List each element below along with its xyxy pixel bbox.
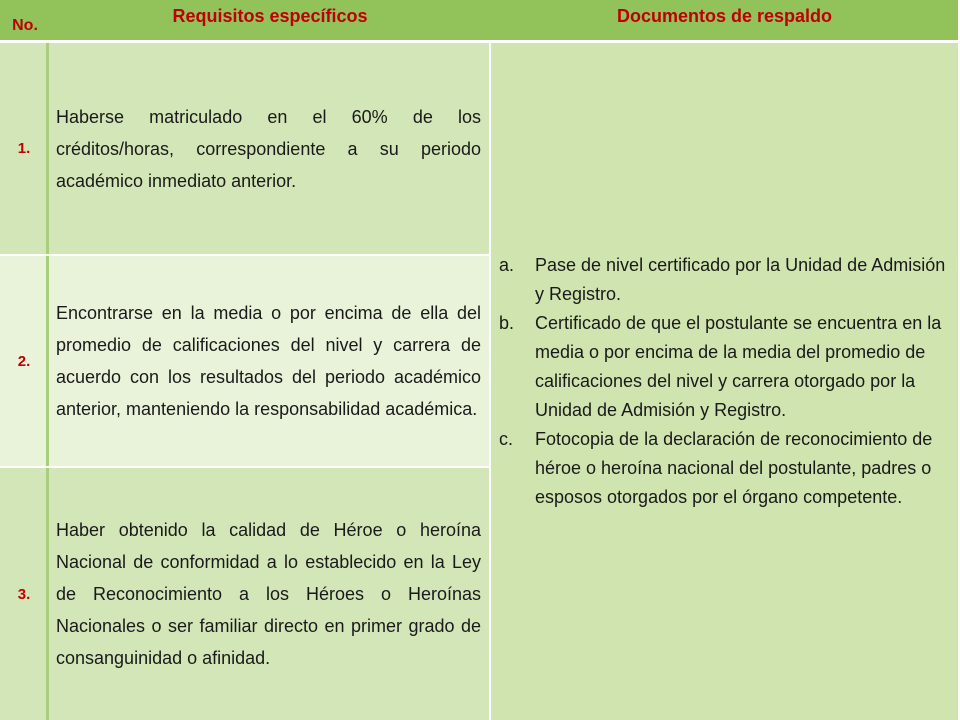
requirement-text: Haberse matriculado en el 60% de los créditos/horas, correspondiente a su periodo académico inmediato anterior.	[56, 106, 481, 191]
header-no: No.	[12, 17, 38, 34]
row-number-label: 3.	[17, 585, 31, 603]
document-marker: c.	[499, 429, 514, 449]
row-number-label: 2.	[17, 352, 31, 370]
document-text: Certificado de que el postulante se encuentra en la media o por encima de la media del promedio de calificaciones del nivel y carrera otorgado por la Unidad de Admisión y Registro.	[535, 313, 942, 420]
document-item-b	[499, 309, 948, 425]
document-text: Pase de nivel certificado por la Unidad de Admisión y Registro.	[535, 255, 946, 304]
row-number-3	[0, 468, 48, 720]
row-divider	[0, 466, 490, 468]
table-header	[0, 0, 958, 43]
row-number-label: 1.	[17, 140, 31, 157]
requirement-text: Haber obtenido la calidad de Héroe o heroína Nacional de conformidad a lo establecido en la Ley de Reconocimiento a los Héroes o Heroínas Nacionales o ser familiar directo en primer grado de consanguinidad o afinidad.	[56, 520, 481, 668]
document-item-c	[499, 425, 948, 512]
requirement-text: Encontrarse en la media o por encima de ella del promedio de calificaciones del nivel y carrera de acuerdo con los resultados del periodo académico anterior, manteniendo la responsabilidad académica.	[56, 303, 481, 419]
column-divider	[489, 43, 491, 720]
document-item-a	[499, 251, 948, 309]
document-marker: b.	[499, 313, 515, 333]
row-requirement-1	[48, 43, 489, 254]
row-requirement-2	[48, 256, 489, 466]
documents-list	[491, 251, 958, 512]
header-documents: Documentos de respaldo	[616, 6, 833, 26]
row-number-2	[0, 256, 48, 466]
row-divider	[0, 254, 490, 256]
column-divider	[46, 43, 49, 720]
header-requirements: Requisitos específicos	[172, 6, 368, 26]
row-number-1	[0, 43, 48, 254]
document-marker: a.	[499, 255, 515, 275]
row-requirement-3	[48, 468, 489, 720]
document-text: Fotocopia de la declaración de reconocimiento de héroe o heroína nacional del postulante, padres o esposos otorgados por el órgano competente.	[535, 429, 933, 507]
documents-cell	[491, 43, 958, 720]
